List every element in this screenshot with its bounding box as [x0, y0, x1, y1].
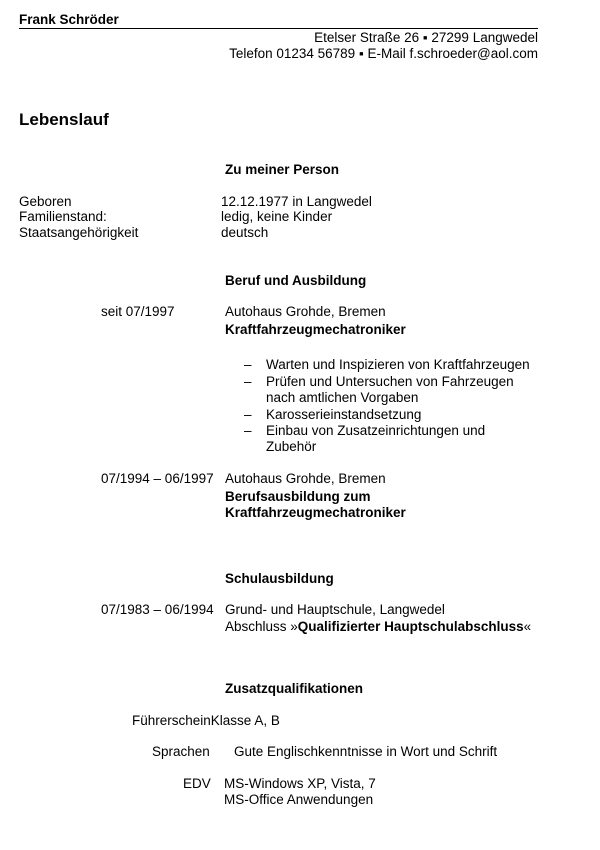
degree-suffix: « — [523, 619, 532, 634]
label-born: Geboren — [19, 194, 72, 209]
task-text: Prüfen und Untersuchen von Fahrzeugen — [266, 374, 514, 389]
school-period: 07/1983 – 06/1994 — [101, 602, 214, 617]
degree-prefix: Abschluss » — [225, 619, 298, 634]
section-heading-extra: Zusatzqualifikationen — [225, 681, 364, 696]
section-heading-person: Zu meiner Person — [225, 162, 340, 177]
career-position: Berufsausbildung zum — [225, 489, 371, 504]
languages-label: Sprachen — [152, 744, 210, 759]
it-value: MS-Windows XP, Vista, 7 — [224, 776, 376, 791]
applicant-name: Frank Schröder — [19, 12, 119, 27]
section-heading-school: Schulausbildung — [225, 571, 334, 586]
section-heading-career: Beruf und Ausbildung — [225, 273, 367, 288]
bullet-dash: – — [244, 423, 252, 438]
license-value: Klasse A, B — [210, 713, 280, 728]
value-marital-status: ledig, keine Kinder — [221, 209, 333, 224]
address-line: Etelser Straße 26 ▪ 27299 Langwedel — [314, 30, 538, 45]
task-text: Einbau von Zusatzeinrichtungen und — [266, 423, 486, 438]
value-born: 12.12.1977 in Langwedel — [221, 194, 372, 209]
it-label: EDV — [183, 776, 211, 791]
career-period: 07/1994 – 06/1997 — [101, 471, 214, 486]
task-text: Warten und Inspizieren von Kraftfahrzeugen — [266, 357, 530, 372]
license-label: Führerschein — [132, 713, 211, 728]
task-text: Karosserieinstandsetzung — [266, 407, 422, 422]
languages-value: Gute Englischkenntnisse in Wort und Schrift — [234, 744, 498, 759]
career-period: seit 07/1997 — [101, 304, 175, 319]
label-marital-status: Familienstand: — [19, 209, 107, 224]
school-degree — [225, 619, 531, 635]
school-name: Grund- und Hauptschule, Langwedel — [225, 602, 445, 617]
career-position: Kraftfahrzeugmechatroniker — [225, 322, 406, 337]
career-position: Kraftfahrzeugmechatroniker — [225, 505, 406, 520]
task-text: nach amtlichen Vorgaben — [266, 390, 419, 405]
degree-name: Qualifizierter Hauptschulabschluss — [297, 619, 524, 634]
bullet-dash: – — [244, 374, 252, 389]
header-divider — [19, 28, 538, 29]
license-row — [132, 713, 280, 729]
page-title: Lebenslauf — [19, 110, 109, 129]
career-employer: Autohaus Grohde, Bremen — [225, 304, 386, 319]
task-text: Zubehör — [266, 439, 317, 454]
contact-line: Telefon 01234 56789 ▪ E-Mail f.schroeder@aol.com — [229, 46, 538, 61]
career-employer: Autohaus Grohde, Bremen — [225, 471, 386, 486]
bullet-dash: – — [244, 407, 252, 422]
bullet-dash: – — [244, 357, 252, 372]
value-nationality: deutsch — [221, 225, 269, 240]
label-nationality: Staatsangehörigkeit — [19, 225, 139, 240]
it-value: MS-Office Anwendungen — [224, 792, 374, 807]
